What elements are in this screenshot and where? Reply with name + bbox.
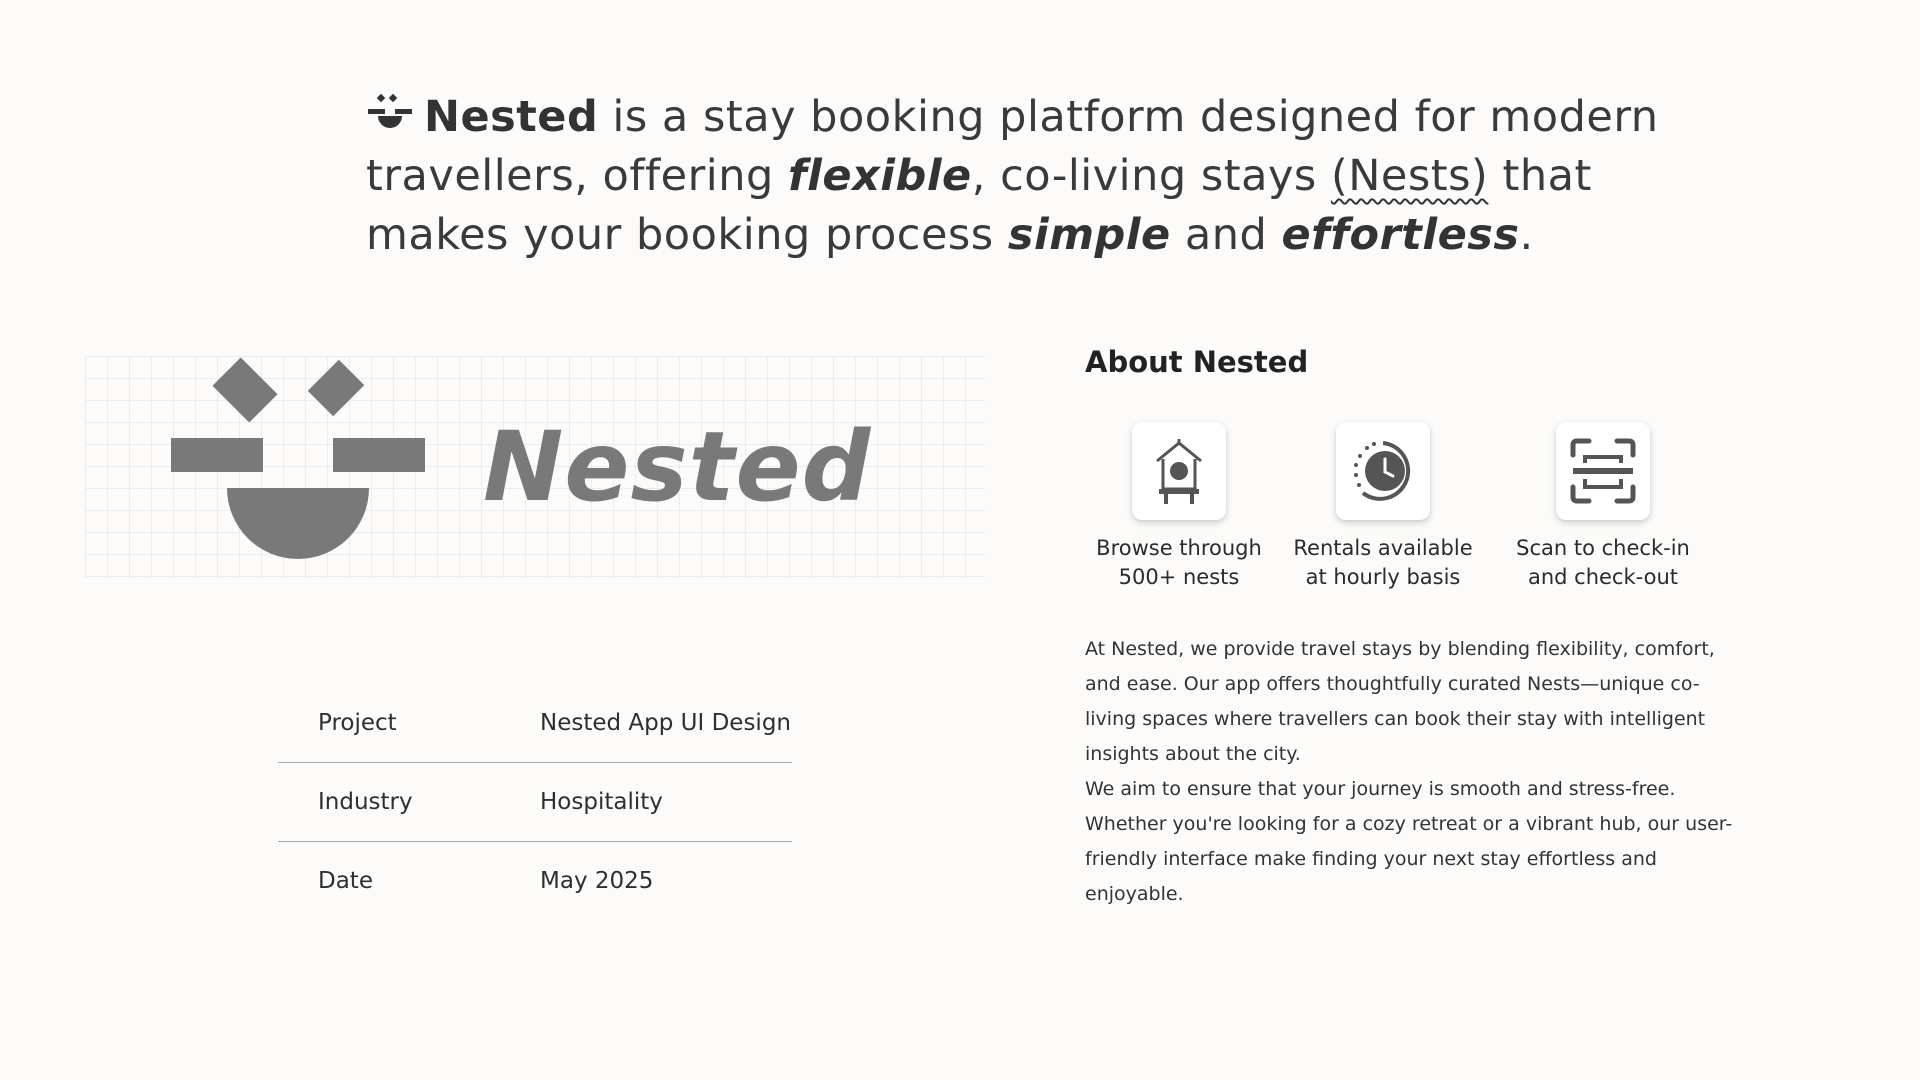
nested-logo-icon [366, 93, 416, 135]
meta-label: Date [318, 868, 373, 894]
birdhouse-icon [1132, 422, 1226, 520]
logo-showcase [85, 356, 985, 578]
intro-highlight-effortless: effortless [1281, 210, 1520, 260]
intro-text: that makes your booking process [366, 151, 1592, 260]
feature-caption-line: 500+ nests [1118, 565, 1240, 589]
feature-caption-line: at hourly basis [1305, 565, 1461, 589]
scan-icon [1556, 422, 1650, 520]
meta-row-date [278, 842, 792, 920]
meta-label: Project [318, 710, 397, 736]
logo-wordmark: Nested [483, 411, 872, 523]
intro-highlight-nests: (Nests) [1330, 151, 1489, 201]
meta-value: Nested App UI Design [540, 710, 792, 736]
feature-caption-line: Scan to check-in [1516, 536, 1690, 560]
about-paragraph: At Nested, we provide travel stays by blending flexibility, comfort, and ease. Our app offers thoughtfully curated Nests—unique co-living spaces where travellers can book their stay with intelligent insights about the city. [1085, 638, 1715, 765]
about-paragraph: We aim to ensure that your journey is smooth and stress-free. Whether you're looking for a cozy retreat or a vibrant hub, our user-friendly interface make finding your next stay effortless and enjoyable. [1085, 778, 1733, 905]
project-meta-table [278, 684, 792, 920]
feature-caption-line: Rentals available [1293, 536, 1473, 560]
about-description [1085, 632, 1745, 912]
meta-value: May 2025 [540, 868, 654, 894]
intro-brand: Nested [424, 92, 599, 142]
feature-caption-line: and check-out [1527, 565, 1678, 589]
feature-item-scan [1493, 422, 1713, 592]
feature-caption [1293, 534, 1472, 592]
feature-caption [1096, 534, 1262, 592]
meta-label: Industry [318, 789, 413, 815]
feature-caption-line: Browse through [1096, 536, 1262, 560]
feature-item-hourly [1273, 422, 1493, 592]
intro-text: and [1170, 210, 1282, 260]
meta-row-project [278, 684, 792, 763]
clock-history-icon [1336, 422, 1430, 520]
intro-text: . [1519, 210, 1534, 260]
intro-text: is a stay booking platform designed for modern travellers, offering [366, 92, 1659, 201]
feature-item-nests [1085, 422, 1273, 592]
intro-highlight-flexible: flexible [787, 151, 972, 201]
about-title: About Nested [1085, 345, 1309, 379]
meta-row-industry [278, 763, 792, 842]
feature-caption [1516, 534, 1690, 592]
intro-highlight-simple: simple [1007, 210, 1171, 260]
meta-value: Hospitality [540, 789, 663, 815]
feature-list [1085, 422, 1713, 592]
intro-text: , co-living stays [971, 151, 1331, 201]
intro-statement [366, 88, 1666, 265]
